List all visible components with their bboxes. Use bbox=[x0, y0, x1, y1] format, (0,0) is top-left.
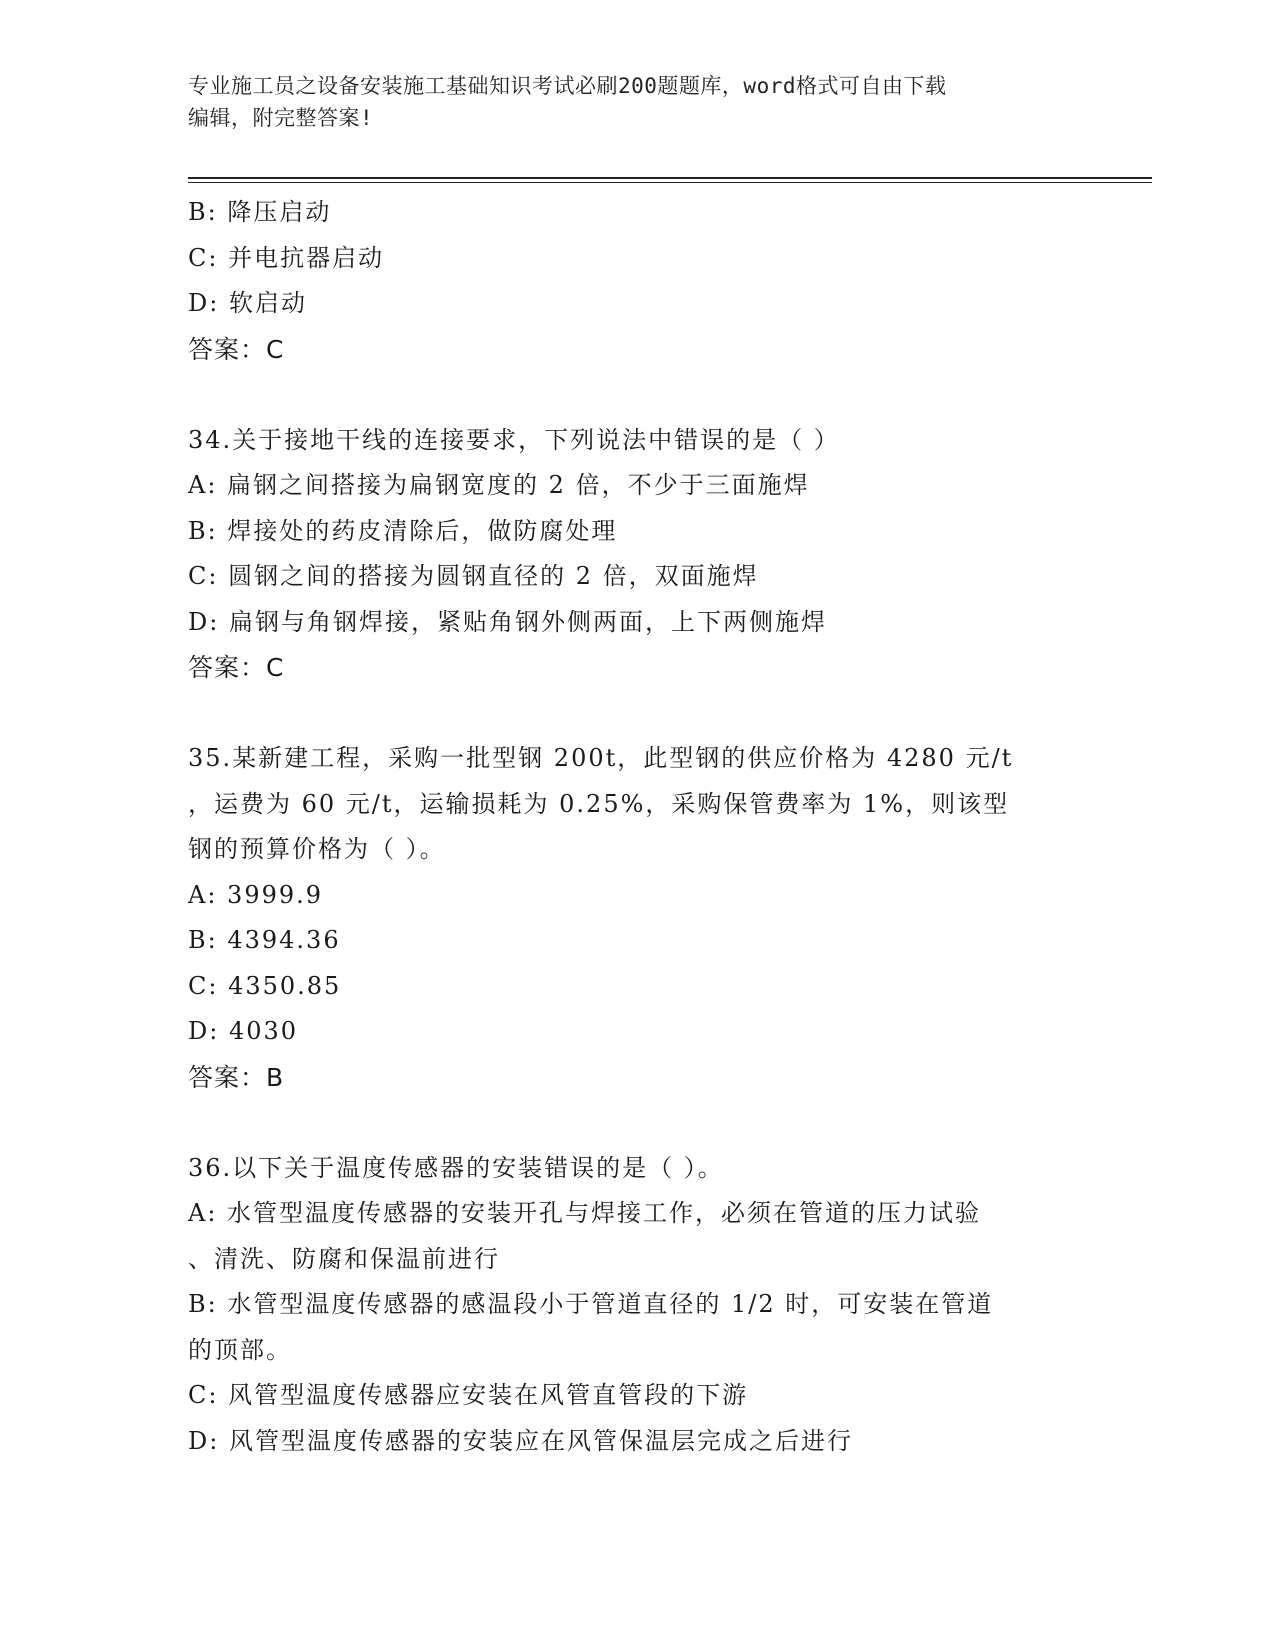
option-d: D: 软启动 bbox=[188, 289, 307, 317]
question-content bbox=[188, 190, 1088, 1464]
question-36-block bbox=[188, 1146, 1088, 1465]
question-33-block bbox=[188, 190, 1088, 372]
header-title-line-1: 专业施工员之设备安装施工基础知识考试必刷200题题库，word格式可自由下载 bbox=[188, 74, 947, 98]
option-d: D: 4030 bbox=[188, 1017, 299, 1045]
header-title-line-2: 编辑，附完整答案! bbox=[188, 106, 374, 130]
option-d: D: 风管型温度传感器的安装应在风管保温层完成之后进行 bbox=[188, 1426, 853, 1455]
page-header bbox=[188, 70, 1068, 134]
option-b: B: 焊接处的药皮清除后，做防腐处理 bbox=[188, 516, 618, 545]
option-b: B: 降压启动 bbox=[188, 198, 332, 226]
header-divider-thick bbox=[188, 177, 1152, 179]
question-text: 36.以下关于温度传感器的安装错误的是（ ）。 bbox=[188, 1153, 724, 1182]
option-c: C: 4350.85 bbox=[188, 971, 342, 1000]
option-a: A: 3999.9 bbox=[188, 880, 324, 909]
option-b-line-2: 的顶部。 bbox=[188, 1335, 292, 1364]
option-c: C: 并电抗器启动 bbox=[188, 243, 385, 272]
spacer bbox=[188, 691, 1088, 737]
option-b-line-1: B: 水管型温度传感器的感温段小于管道直径的 1/2 时，可安装在管道 bbox=[188, 1290, 994, 1318]
question-text-line-1: 35.某新建工程，采购一批型钢 200t，此型钢的供应价格为 4280 元/t bbox=[188, 744, 1014, 772]
question-34-block bbox=[188, 418, 1088, 691]
option-a-line-1: A: 水管型温度传感器的安装开孔与焊接工作，必须在管道的压力试验 bbox=[188, 1199, 982, 1227]
spacer bbox=[188, 1100, 1088, 1146]
spacer bbox=[188, 372, 1088, 418]
question-text-line-3: 钢的预算价格为（ ）。 bbox=[188, 835, 446, 863]
header-divider-thin bbox=[188, 182, 1152, 183]
answer-line: 答案：B bbox=[188, 1062, 285, 1092]
answer-line: 答案：C bbox=[188, 334, 285, 364]
answer-line: 答案：C bbox=[188, 653, 285, 682]
option-a: A: 扁钢之间搭接为扁钢宽度的 2 倍，不少于三面施焊 bbox=[188, 471, 810, 499]
question-35-block bbox=[188, 736, 1088, 1100]
option-c: C: 风管型温度传感器应安装在风管直管段的下游 bbox=[188, 1381, 749, 1409]
question-text-line-2: ，运费为 60 元/t，运输损耗为 0.25%，采购保管费率为 1%，则该型 bbox=[188, 789, 1010, 818]
option-c: C: 圆钢之间的搭接为圆钢直径的 2 倍，双面施焊 bbox=[188, 562, 759, 590]
option-d: D: 扁钢与角钢焊接，紧贴角钢外侧两面，上下两侧施焊 bbox=[188, 607, 827, 636]
option-b: B: 4394.36 bbox=[188, 926, 341, 954]
question-text: 34.关于接地干线的连接要求，下列说法中错误的是（ ） bbox=[188, 425, 840, 454]
option-a-line-2: 、清洗、防腐和保温前进行 bbox=[188, 1244, 500, 1273]
